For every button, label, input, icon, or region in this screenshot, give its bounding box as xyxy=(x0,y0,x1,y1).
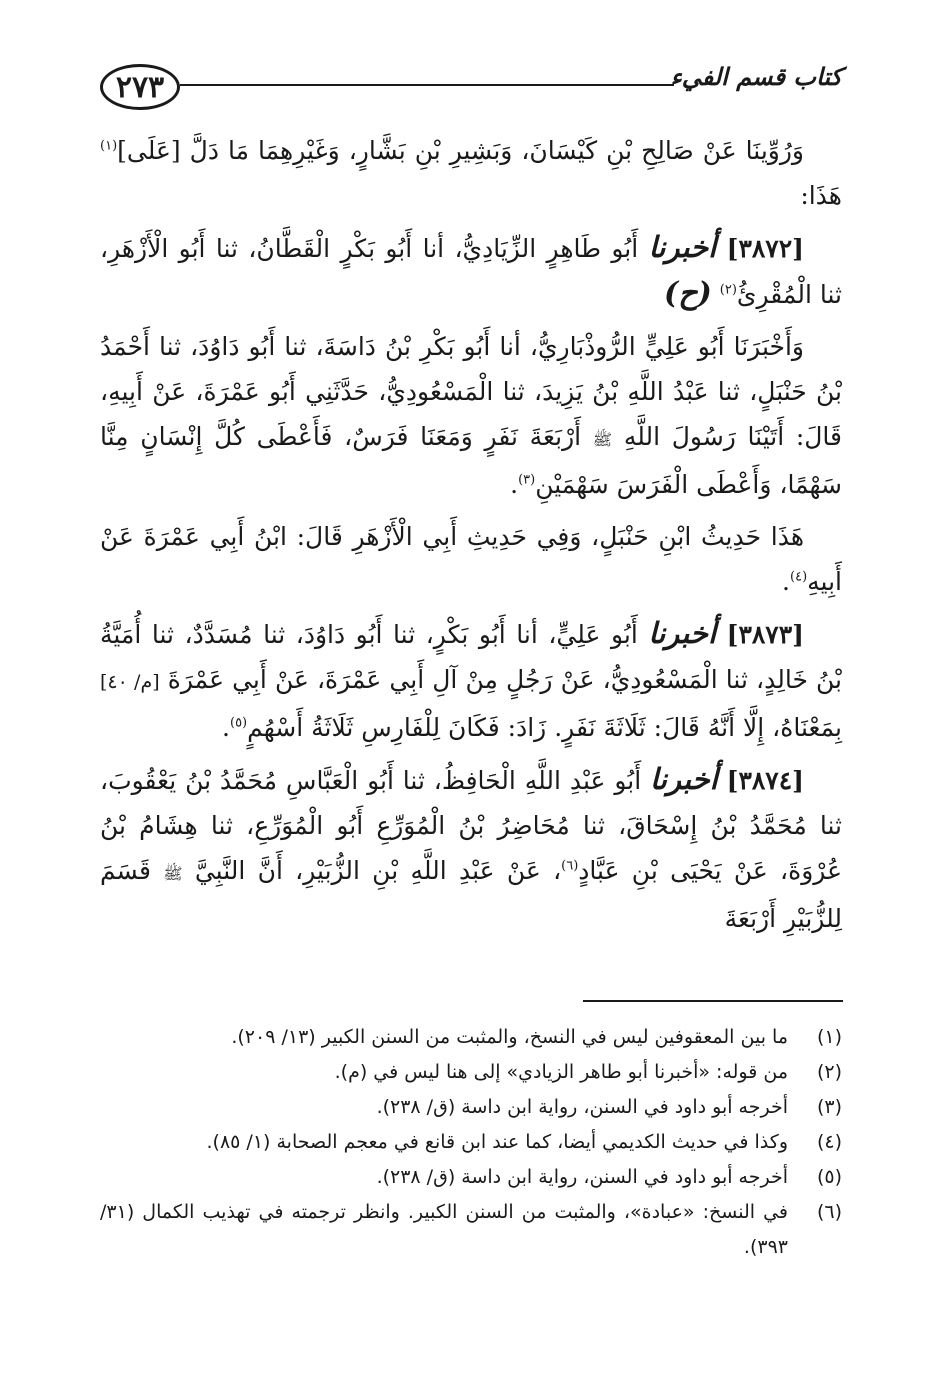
akhbarana-keyword: أخبرنا xyxy=(648,230,717,264)
footnote-3 xyxy=(100,1090,842,1125)
footnote-ref-1: (١) xyxy=(100,138,118,154)
main-text xyxy=(100,128,842,948)
hadith-text: أَبُو عَبْدِ اللَّهِ الْحَافِظُ، ثنا أَبُو الْعَبَّاسِ مُحَمَّدُ بْنُ يَعْقُوبَ، ثنا مُحَمَّدُ بْنُ إِسْحَاقَ، ثنا مُحَاضِرُ بْنُ الْمُوَرِّعِ أَبُو الْمُوَرِّعِ، ثنا هِشَامُ بْنُ عُرْوَةَ، عَنْ يَحْيَى بْنِ عَبَّادٍ xyxy=(100,766,843,885)
paragraph-3 xyxy=(100,324,842,507)
paragraph-text: . xyxy=(510,470,519,499)
footnote-text: وكذا في حديث الكديمي أيضا، كما عند ابن قانع في معجم الصحابة (١/ ٨٥). xyxy=(206,1131,788,1153)
hadith-text: بِمَعْنَاهُ، إِلَّا أَنَّهُ قَالَ: ثَلَاثَةَ نَفَرٍ. زَادَ: فَكَانَ لِلْفَارِسِ ثَلَاثَةُ أَسْهُمٍ xyxy=(247,713,842,742)
hadith-number: [٣٨٧٤] xyxy=(726,766,804,795)
salla-glyph: ﷺ xyxy=(592,430,613,449)
hadith-number: [٣٨٧٢] xyxy=(726,234,805,263)
footnote-text: أخرجه أبو داود في السنن، رواية ابن داسة (ق/ ٢٣٨). xyxy=(376,1166,788,1188)
hadith-text: وَأَخْبَرَنَا أَبُو عَلِيٍّ الرُّوذْبَارِيُّ، أنا أَبُو بَكْرِ بْنُ دَاسَةَ، ثنا أَبُو دَاوُدَ، ثنا أَحْمَدُ بْنُ حَنْبَلٍ، ثنا عَبْدُ اللَّهِ بْنُ يَزِيدَ، ثنا الْمَسْعُودِيُّ، حَدَّثَنِي أَبُو عَمْرَةَ، عَنْ أَبِيهِ، قَالَ: أَتَيْنَا رَسُولَ اللَّهِ xyxy=(100,332,842,451)
hadith-3874 xyxy=(100,757,842,941)
paragraph-text: . xyxy=(222,713,230,742)
footnote-number: (٢) xyxy=(816,1061,842,1083)
footnote-5 xyxy=(100,1160,842,1195)
footnote-number: (٣) xyxy=(816,1096,842,1118)
footnote-text: في النسخ: «عبادة»، والمثبت من السنن الكبير. وانظر ترجمته في تهذيب الكمال (٣١/ ٣٩٣). xyxy=(100,1201,788,1258)
hadith-text: أَبُو طَاهِرٍ الزِّيَادِيُّ، أنا أَبُو بَكْرٍ الْقَطَّانُ، ثنا أَبُو الْأَزْهَرِ، ثنا الْمُقْرِئُ xyxy=(100,234,842,309)
footnote-ref-5: (٥) xyxy=(229,715,248,731)
header-rule xyxy=(180,84,674,86)
paragraph-4 xyxy=(100,514,842,604)
footnote-1 xyxy=(100,1020,842,1055)
hadith-number: [٣٨٧٣] xyxy=(726,620,805,649)
page-number: ٢٧٣ xyxy=(100,64,180,110)
footnote-6 xyxy=(100,1195,842,1265)
hadith-3872 xyxy=(100,225,842,317)
footnotes xyxy=(100,1020,842,1265)
footnote-number: (٤) xyxy=(816,1131,842,1153)
paragraph-text: . xyxy=(782,567,790,596)
footnote-text: أخرجه أبو داود في السنن، رواية ابن داسة (ق/ ٢٣٨). xyxy=(376,1096,788,1118)
footnote-text: ما بين المعقوفين ليس في النسخ، والمثبت من السنن الكبير (١٣/ ٢٠٩). xyxy=(231,1026,788,1048)
footnote-2 xyxy=(100,1055,842,1090)
footnote-text: من قوله: «أخبرنا أبو طاهر الزيادي» إلى هنا ليس في (م). xyxy=(334,1061,788,1083)
book-title: كتاب قسم الفيء xyxy=(670,62,842,91)
akhbarana-keyword: أخبرنا xyxy=(650,762,718,796)
hadith-text: أَبُو عَلِيٍّ، أنا أَبُو بَكْرٍ، ثنا أَبُو دَاوُدَ، ثنا مُسَدَّدٌ، ثنا أُمَيَّةُ بْنُ خَالِدٍ، ثنا الْمَسْعُودِيُّ، عَنْ رَجُلٍ مِنْ آلِ أَبِي عَمْرَةَ، عَنْ أَبِي عَمْرَةَ xyxy=(100,620,842,694)
paragraph-1 xyxy=(100,128,842,218)
footnote-ref-2: (٢) xyxy=(719,282,737,298)
footnote-number: (٥) xyxy=(816,1166,842,1188)
tahwil-symbol: (ح) xyxy=(664,276,712,311)
hadith-text: قَسَمَ لِلزُّبَيْرِ أَرْبَعَةَ xyxy=(100,856,842,933)
paragraph-text: هَذَا حَدِيثُ ابْنِ حَنْبَلٍ، وَفِي حَدِيثِ أَبِي الْأَزْهَرِ قَالَ: ابْنُ أَبِي عَمْرَةَ عَنْ أَبِيهِ xyxy=(100,522,842,596)
footnote-4 xyxy=(100,1125,842,1160)
footnote-ref-6: (٦) xyxy=(561,858,579,874)
manuscript-page-marker: [م/ ٤٠] xyxy=(100,671,160,693)
hadith-3873 xyxy=(100,611,842,750)
footnote-number: (١) xyxy=(816,1026,842,1048)
hadith-text: أَرْبَعَةَ نَفَرٍ وَمَعَنَا فَرَسٌ، فَأَعْطَى كُلَّ إِنْسَانٍ مِنَّا سَهْمًا، وَأَعْطَى الْفَرَسَ سَهْمَيْنِ xyxy=(100,422,842,499)
paragraph-text: وَرُوِّينَا عَنْ صَالِحِ بْنِ كَيْسَانَ، وَبَشِيرِ بْنِ بَشَّارٍ، وَغَيْرِهِمَا مَا دَلَّ [عَلَى] xyxy=(117,136,804,165)
footnote-separator xyxy=(583,1000,843,1002)
akhbarana-keyword: أخبرنا xyxy=(648,616,717,650)
paragraph-text: هَذَا: xyxy=(800,181,842,210)
footnote-number: (٦) xyxy=(816,1201,842,1223)
hadith-text: ، عَنْ عَبْدِ اللَّهِ بْنِ الزُّبَيْرِ، أَنَّ النَّبِيَّ xyxy=(194,856,562,885)
page-header xyxy=(100,58,842,118)
footnote-ref-4: (٤) xyxy=(790,569,808,585)
salla-glyph: ﷺ xyxy=(163,864,183,883)
footnote-ref-3: (٣) xyxy=(518,472,536,488)
